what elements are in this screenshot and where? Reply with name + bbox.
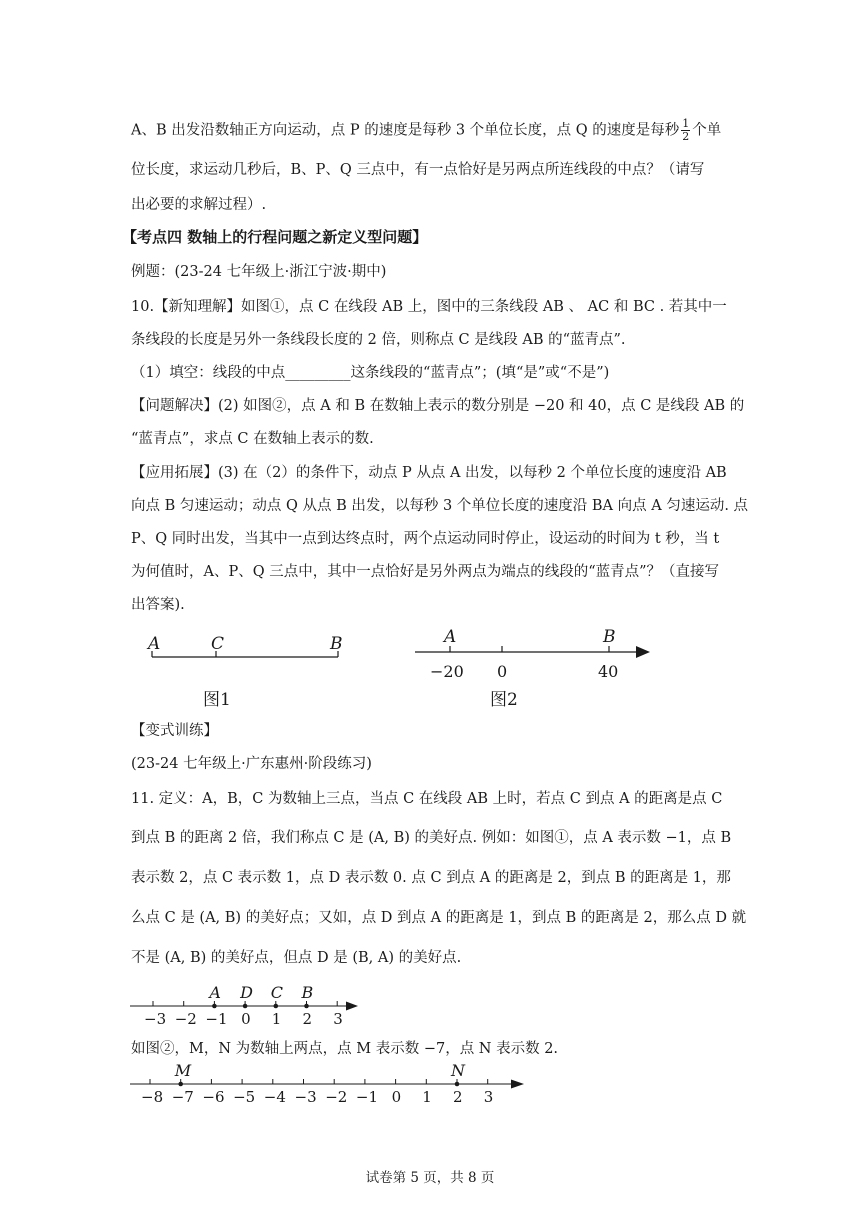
fig4-tick-label: 1 xyxy=(422,1088,432,1106)
fig4-point-label: N xyxy=(451,1061,465,1080)
q10-line-8: P、Q 同时出发，当其中一点到达终点时，两个点运动同时停止，设运动的时间为 t 秒，当 t xyxy=(131,531,720,547)
q9-line-3: 出必要的求解过程）. xyxy=(131,197,267,213)
fig3-tick-label: 1 xyxy=(271,1010,282,1028)
fig4-tick-label: −2 xyxy=(325,1088,348,1106)
fig2-tick-0: 0 xyxy=(497,662,508,681)
fig3-tick-label: −1 xyxy=(205,1010,228,1028)
fraction-one-half xyxy=(681,118,690,143)
fig3-tick-label: 2 xyxy=(302,1010,313,1028)
q10-line-7: 向点 B 匀速运动；动点 Q 从点 B 出发，以每秒 3 个单位长度的速度沿 BA 向点 A 匀速运动. 点 xyxy=(131,498,749,514)
fig2-label-a: A xyxy=(444,627,457,647)
q9-text-a: A、B 出发沿数轴正方向运动，点 P 的速度是每秒 3 个单位长度，点 Q 的速度是每秒 xyxy=(131,122,680,139)
fig4-point-dot xyxy=(178,1082,183,1087)
fig3-point-label: A xyxy=(209,983,221,1002)
fig4-tick-label: −7 xyxy=(171,1088,194,1106)
figure-2-number-line xyxy=(410,625,660,715)
q9-line-1 xyxy=(131,118,721,143)
fig3-tick-label: 3 xyxy=(333,1010,343,1028)
q9-line-2: 位长度，求运动几秒后，B、P、Q 三点中，有一点恰好是另两点所连线段的中点？（请写 xyxy=(131,162,705,178)
fig2-tick-neg20: −20 xyxy=(430,662,464,681)
fig2-caption: 图2 xyxy=(490,690,518,710)
figure-4-number-line xyxy=(130,1060,530,1108)
fraction-denominator: 2 xyxy=(682,130,690,143)
q11-line-2: 到点 B 的距离 2 倍，我们称点 C 是 (A, B) 的美好点. 例如：如图①，点 A 表示数 −1，点 B xyxy=(131,830,732,846)
fig1-label-a: A xyxy=(148,634,161,654)
q10-line-6: 【应用拓展】(3) 在（2）的条件下，动点 P 从点 A 出发，以每秒 2 个单位长度的速度沿 AB xyxy=(131,465,727,481)
fig2-tick-40: 40 xyxy=(598,662,619,681)
fig3-point-label: C xyxy=(270,983,284,1002)
figure-1-segment xyxy=(140,625,370,715)
fig4-tick-label: 3 xyxy=(483,1088,494,1106)
fig1-label-c: C xyxy=(211,634,225,654)
q11-line-3: 表示数 2，点 C 表示数 1，点 D 表示数 0. 点 C 到点 A 的距离是 2，到点 B 的距离是 1，那 xyxy=(131,870,731,886)
fig4-point-dot xyxy=(455,1082,460,1087)
fig3-point-label: B xyxy=(301,983,314,1002)
variant-label: 【变式训练】 xyxy=(131,723,218,739)
fig4-tick-label: −5 xyxy=(233,1088,256,1106)
q10-line-3: （1）填空：线段的中点_________这条线段的“蓝青点”；(填“是”或“不是”) xyxy=(131,365,610,381)
variant-source: (23-24 七年级上·广东惠州·阶段练习) xyxy=(131,756,372,772)
fraction-numerator: 1 xyxy=(682,117,690,130)
q9-text-b: 个单 xyxy=(692,122,722,139)
fig4-tick-label: −1 xyxy=(355,1088,379,1106)
fig4-tick-label: 0 xyxy=(391,1088,402,1106)
q10-line-5: “蓝青点”，求点 C 在数轴上表示的数. xyxy=(131,431,374,447)
q10-line-9: 为何值时，A、P、Q 三点中，其中一点恰好是另外两点为端点的线段的“蓝青点”？（直接写 xyxy=(131,564,720,580)
fig4-tick-label: −3 xyxy=(294,1088,317,1106)
fig4-point-label: M xyxy=(174,1061,192,1080)
fig3-point-dot xyxy=(274,1004,279,1009)
fig3-tick-label: −3 xyxy=(144,1010,167,1028)
q11-line-6: 如图②，M，N 为数轴上两点，点 M 表示数 −7，点 N 表示数 2. xyxy=(131,1041,559,1057)
q10-line-1: 10.【新知理解】如图①，点 C 在线段 AB 上，图中的三条线段 AB 、 AC 和 BC . 若其中一 xyxy=(131,299,727,315)
q10-line-10: 出答案). xyxy=(131,597,185,613)
fig3-point-dot xyxy=(304,1004,309,1009)
q11-line-1: 11. 定义：A，B，C 为数轴上三点，当点 C 在线段 AB 上时，若点 C 到点 A 的距离是点 C xyxy=(131,791,723,807)
figure-3-number-line xyxy=(130,982,370,1030)
fig3-point-dot xyxy=(243,1004,248,1009)
fig1-caption: 图1 xyxy=(203,690,231,710)
example-label: 例题：(23-24 七年级上·浙江宁波·期中) xyxy=(131,264,387,280)
fig3-point-dot xyxy=(212,1004,217,1009)
fig4-tick-label: 2 xyxy=(453,1088,463,1106)
fig4-tick-label: −4 xyxy=(263,1088,286,1106)
fig4-tick-label: −8 xyxy=(141,1088,164,1106)
q10-line-4: 【问题解决】(2) 如图②，点 A 和 B 在数轴上表示的数分别是 −20 和 40，点 C 是线段 AB 的 xyxy=(131,398,745,414)
fig4-tick-label: −6 xyxy=(202,1088,225,1106)
fig3-point-label: D xyxy=(240,983,253,1002)
fig1-label-b: B xyxy=(330,634,343,654)
fig2-label-b: B xyxy=(603,627,616,647)
q11-line-5: 不是 (A, B) 的美好点，但点 D 是 (B, A) 的美好点. xyxy=(131,950,462,966)
q10-line-2: 条线段的长度是另外一条线段长度的 2 倍，则称点 C 是线段 AB 的“蓝青点”. xyxy=(131,332,626,348)
fig3-tick-label: 0 xyxy=(241,1010,251,1028)
fig3-tick-label: −2 xyxy=(174,1010,197,1028)
section-title: 【考点四 数轴上的行程问题之新定义型问题】 xyxy=(122,228,428,246)
page-footer: 试卷第 5 页，共 8 页 xyxy=(365,1170,495,1186)
q11-line-4: 么点 C 是 (A, B) 的美好点；又如，点 D 到点 A 的距离是 1，到点 B 的距离是 2，那么点 D 就 xyxy=(131,910,747,926)
